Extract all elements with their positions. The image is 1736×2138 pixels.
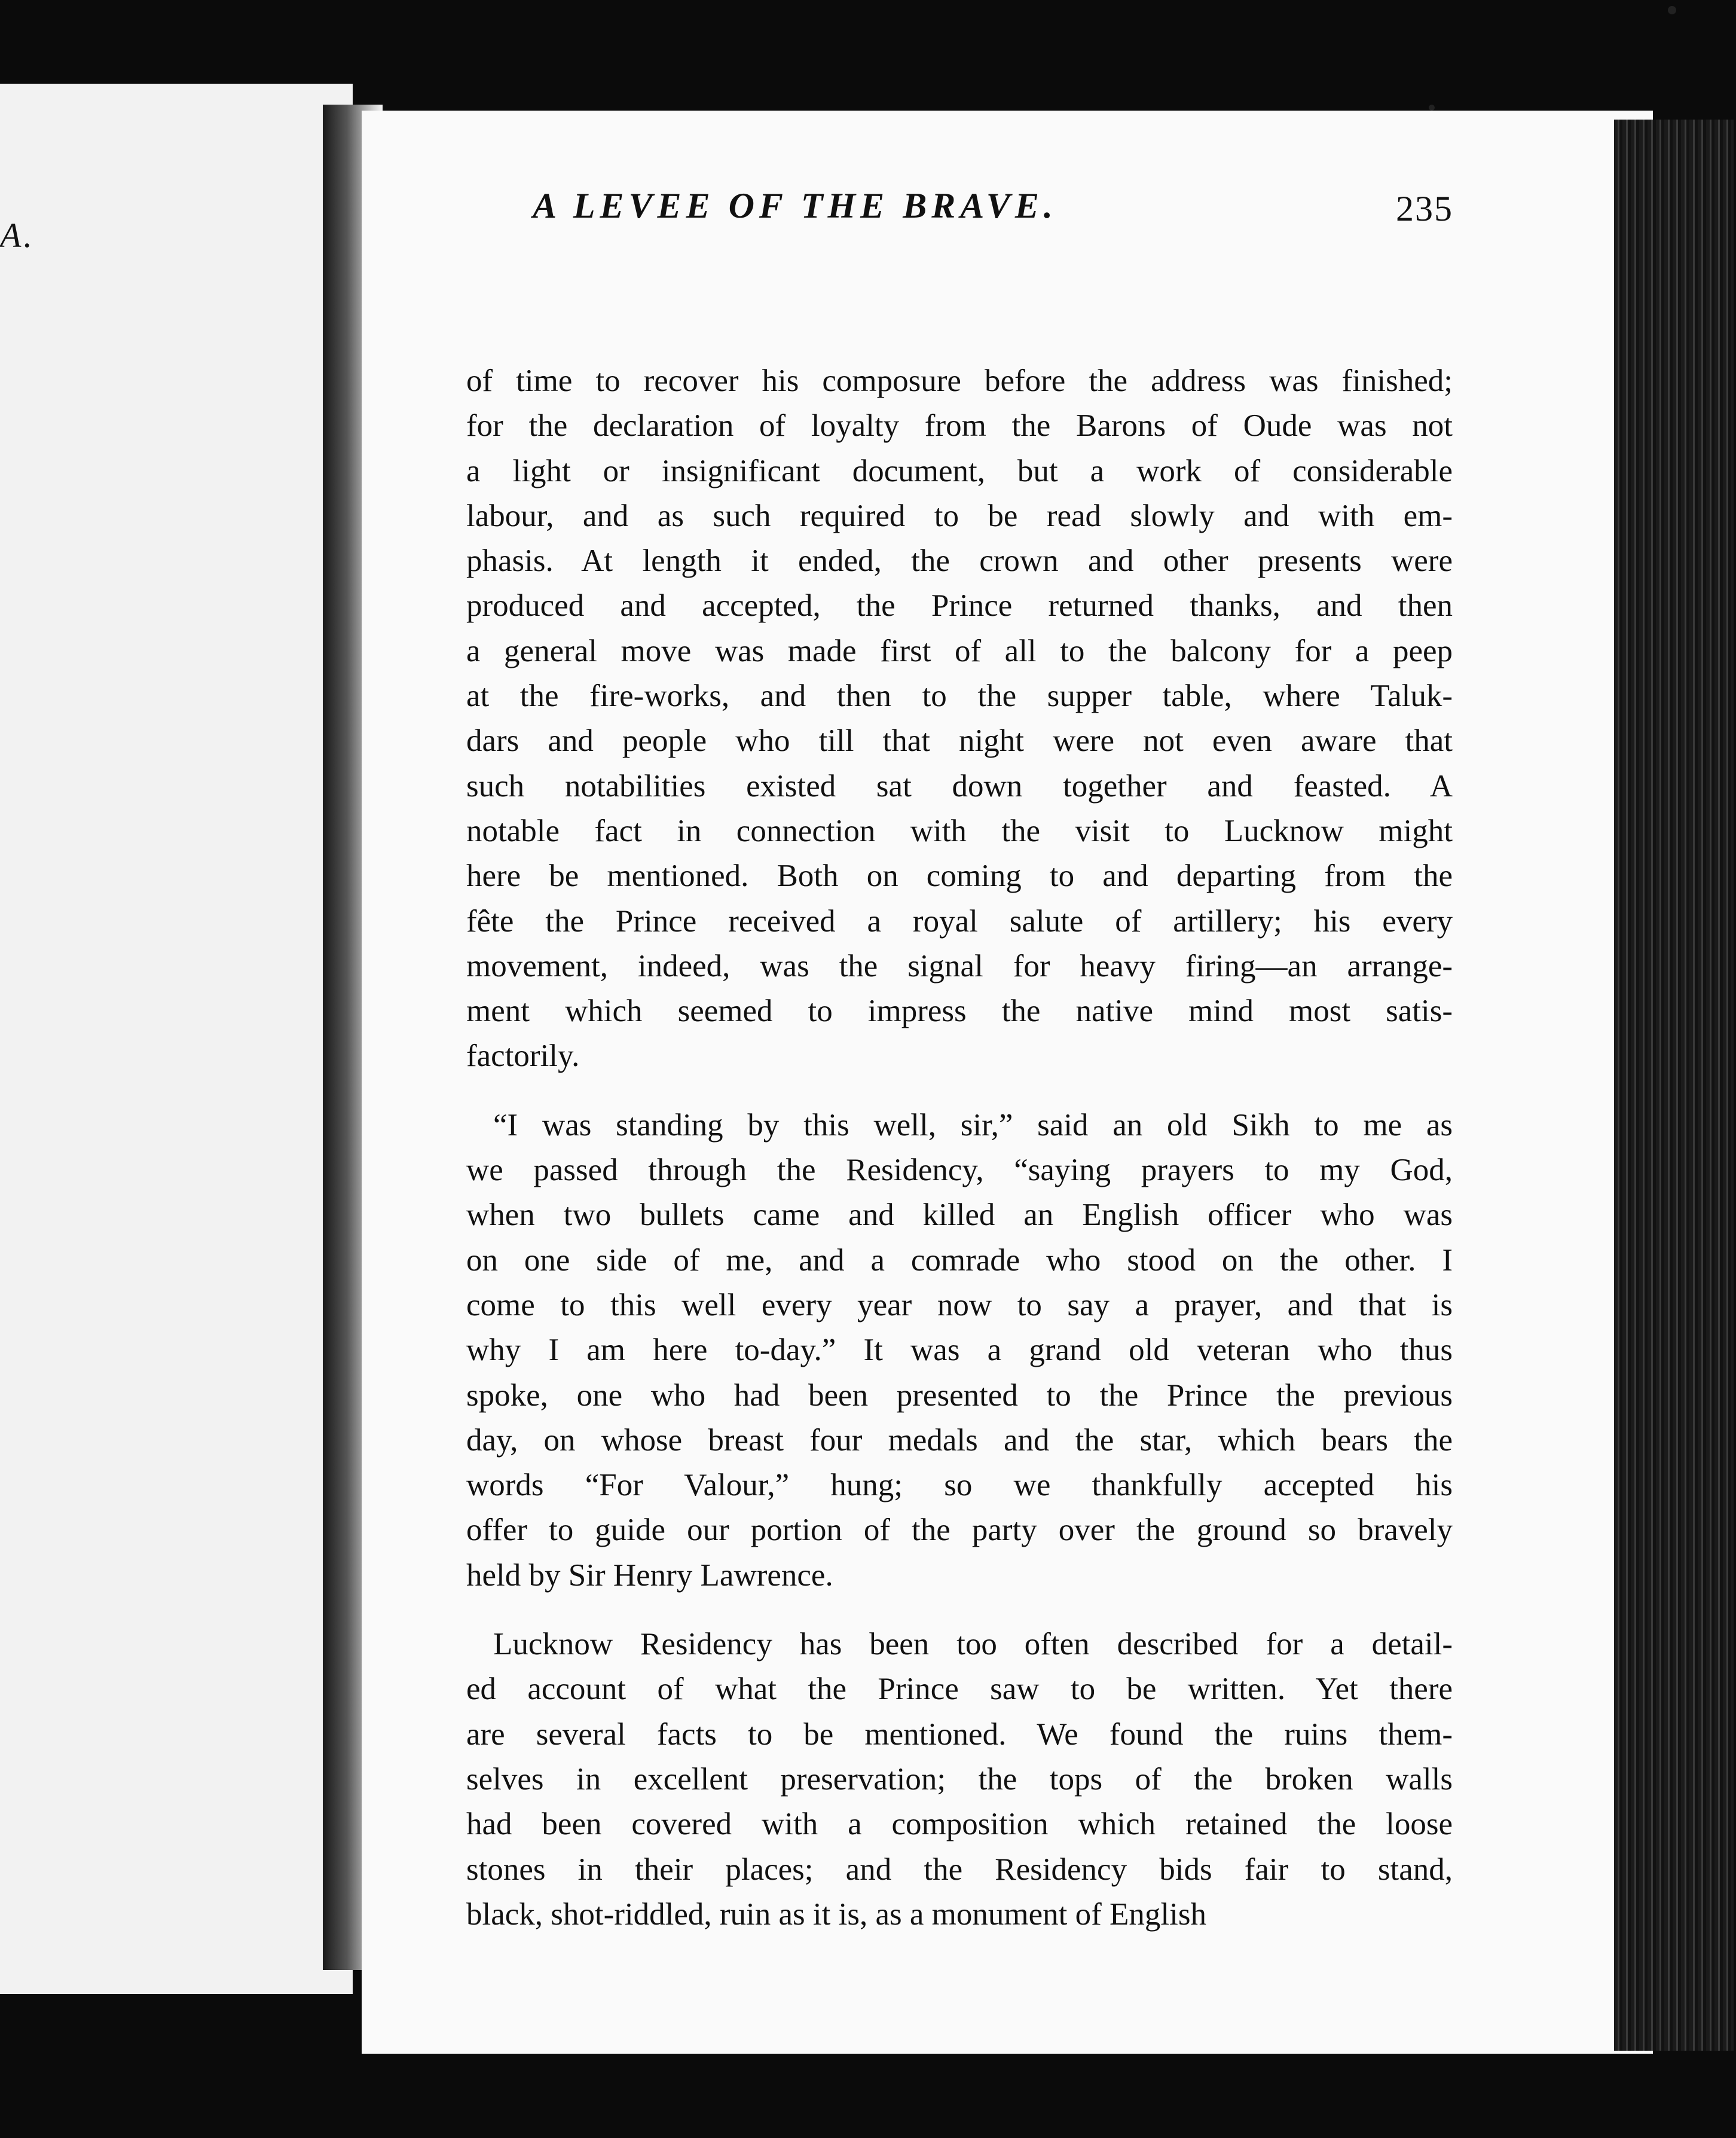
paragraph-gap — [466, 1079, 1453, 1103]
text-line: at the fire-works, and then to the supper table, where Taluk- — [466, 679, 1453, 714]
text-line: when two bullets came and killed an English officer who was — [466, 1198, 1453, 1233]
text-line: for the declaration of loyalty from the Barons of Oude was not — [466, 408, 1453, 444]
text-line: spoke, one who had been presented to the Prince the previous — [466, 1378, 1453, 1413]
paragraph-gap — [466, 1598, 1453, 1622]
text-line: offer to guide our portion of the party over the ground so bravely — [466, 1513, 1453, 1548]
paragraph — [466, 1103, 1453, 1598]
text-line: ed account of what the Prince saw to be written. Yet there — [466, 1672, 1453, 1707]
text-line: “I was standing by this well, sir,” said an old Sikh to me as — [493, 1107, 1453, 1143]
text-line: factorily. — [466, 1039, 580, 1074]
paragraph — [466, 1622, 1453, 1937]
body-text — [466, 359, 1453, 1937]
text-line: phasis. At length it ended, the crown and other presents were — [466, 543, 1453, 579]
text-line: black, shot-riddled, ruin as it is, as a monument of English — [466, 1896, 1206, 1932]
text-line: stones in their places; and the Residency bids fair to stand, — [466, 1852, 1453, 1887]
text-line: selves in excellent preservation; the tops of the broken walls — [466, 1761, 1453, 1797]
text-line: ment which seemed to impress the native mind most satis- — [466, 994, 1453, 1029]
text-line: we passed through the Residency, “saying prayers to my God, — [466, 1153, 1453, 1188]
left-page — [0, 84, 353, 1994]
text-line: had been covered with a composition which retained the loose — [466, 1807, 1453, 1842]
text-line: on one side of me, and a comrade who stood on the other. I — [466, 1242, 1453, 1278]
text-line: of time to recover his composure before the address was finished; — [466, 364, 1453, 398]
text-line: why I am here to-day.” It was a grand old veteran who thus — [466, 1333, 1453, 1368]
text-line: words “For Valour,” hung; so we thankfully accepted his — [466, 1468, 1453, 1503]
text-line: held by Sir Henry Lawrence. — [466, 1557, 833, 1593]
text-line: here be mentioned. Both on coming to and departing from the — [466, 859, 1453, 894]
paragraph — [466, 359, 1453, 1079]
text-line: Lucknow Residency has been too often described for a detail- — [493, 1627, 1453, 1662]
text-line: are several facts to be mentioned. We found the ruins them- — [466, 1716, 1453, 1752]
text-line: produced and accepted, the Prince returned thanks, and then — [466, 588, 1453, 624]
text-line: come to this well every year now to say a prayer, and that is — [466, 1287, 1453, 1322]
text-line: fête the Prince received a royal salute of artillery; his every — [466, 903, 1453, 939]
text-line: notable fact in connection with the visit to Lucknow might — [466, 813, 1453, 848]
left-page-header: A. — [0, 216, 35, 255]
text-line: day, on whose breast four medals and the star, which bears the — [466, 1422, 1453, 1458]
text-line: a general move was made first of all to the balcony for a peep — [466, 633, 1453, 668]
text-line: such notabilities existed sat down together and feasted. A — [466, 768, 1453, 804]
text-line: labour, and as such required to be read slowly and with em- — [466, 498, 1453, 533]
text-line: dars and people who till that night were not even aware that — [466, 723, 1453, 759]
page-number: 235 — [1396, 189, 1453, 228]
book-edge — [1614, 120, 1734, 2051]
text-line: movement, indeed, was the signal for heavy firing—an arrange- — [466, 948, 1453, 984]
running-head: A LEVEE OF THE BRAVE. — [533, 186, 1058, 225]
text-line: a light or insignificant document, but a work of considerable — [466, 453, 1453, 488]
scan-speck — [1668, 6, 1676, 14]
scan-speck — [1429, 105, 1435, 111]
